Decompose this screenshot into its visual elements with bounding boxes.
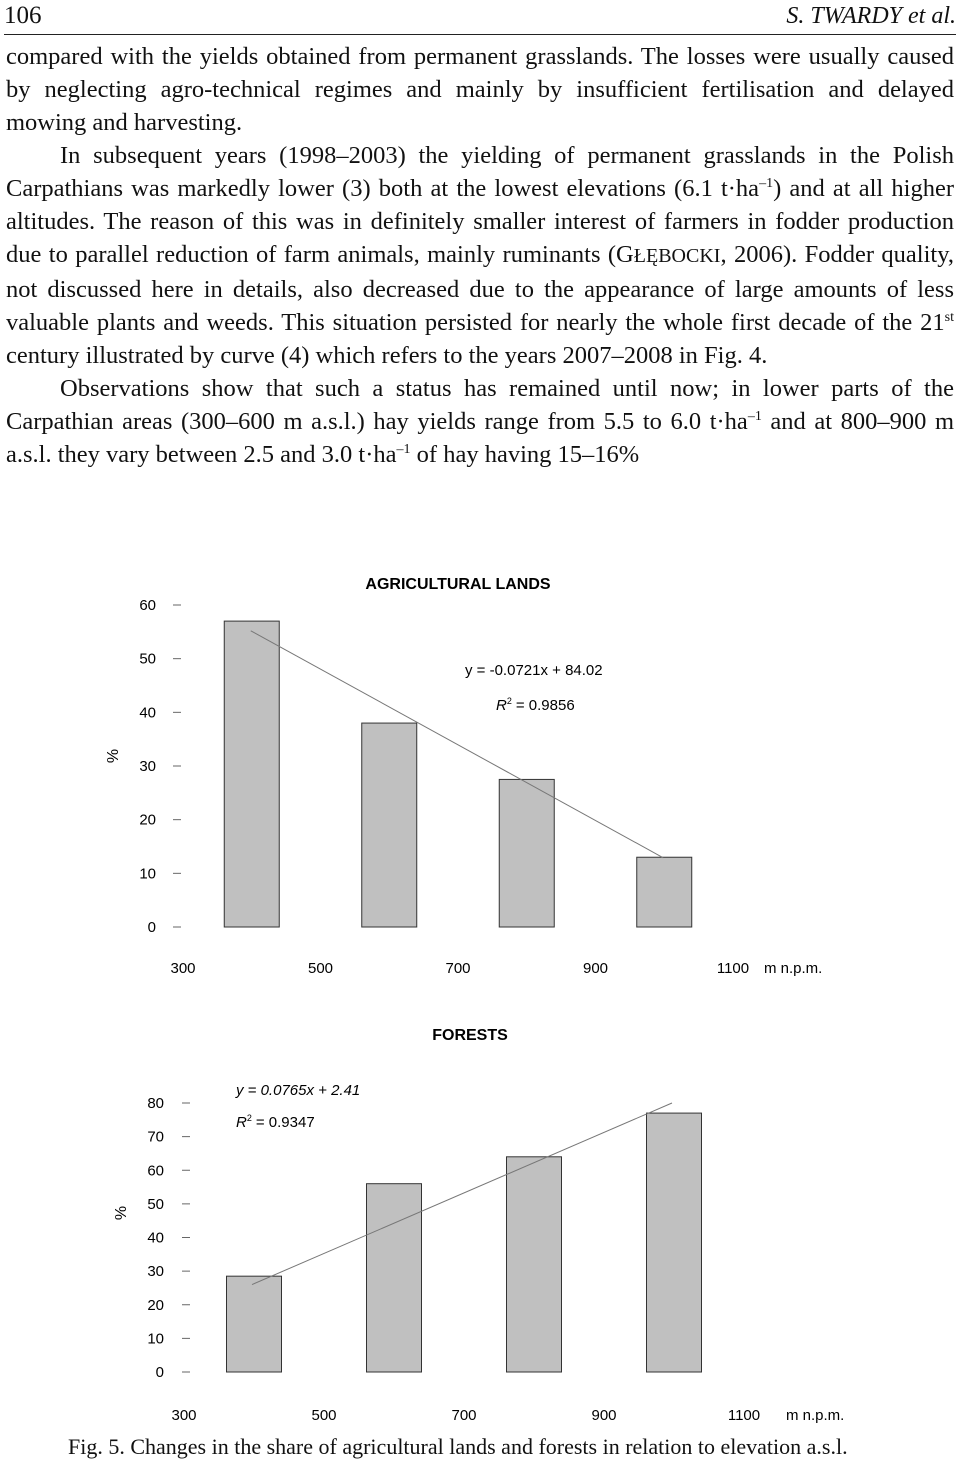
- paragraph-3-part-a: Observations show that such a status has remained until now; in lower parts of the Carpathian areas (300–600 m a.s.l.) hay yields range from 5.5 to 6.0 t·ha: [6, 375, 954, 435]
- y-tick-label: 0: [147, 919, 156, 936]
- bar: [367, 1184, 422, 1372]
- bar: [507, 1157, 562, 1372]
- y-tick-label: 80: [147, 1095, 164, 1112]
- x-tick-label: 500: [311, 1407, 337, 1424]
- page-header: [4, 0, 956, 35]
- chart-title: AGRICULTURAL LANDS: [365, 576, 551, 593]
- trendline: [252, 1103, 672, 1285]
- paragraph-3: [6, 372, 954, 471]
- y-tick-label: 20: [139, 811, 156, 829]
- bar: [224, 621, 279, 927]
- body-text: [6, 40, 954, 471]
- superscript-minus-one: –1: [396, 441, 411, 457]
- agricultural-lands-chart: [0, 560, 960, 1000]
- regression-equation: y = 0.0765x + 2.41: [236, 1082, 361, 1099]
- r-squared: $R^2 = 0.9347$: [236, 1113, 315, 1131]
- regression-equation: y = -0.0721x + 84.02: [465, 662, 603, 679]
- x-tick-label: 1100: [727, 1407, 761, 1424]
- x-tick-label: 1100: [716, 960, 750, 977]
- x-axis-unit: m n.p.m.: [786, 1407, 845, 1424]
- chart-title: FORESTS: [432, 1027, 508, 1044]
- y-axis-label: %: [105, 748, 122, 764]
- paragraph-3-part-c: of hay having 15–16%: [410, 441, 640, 468]
- y-tick-label: 30: [139, 758, 156, 775]
- forests-chart: [0, 1015, 960, 1435]
- bar: [362, 723, 417, 927]
- x-tick-label: 700: [451, 1407, 477, 1424]
- paragraph-2-part-b: ) and at all higher altitudes. The reason of this was in definitely smaller interest of farmers in fodder production due to parallel reduction of farm animals, mainly ruminants (G: [6, 175, 954, 268]
- x-tick-label: 300: [170, 960, 196, 977]
- y-tick-label: 70: [147, 1128, 164, 1146]
- x-tick-label: 900: [591, 1407, 617, 1424]
- figure-caption: Fig. 5. Changes in the share of agricultural lands and forests in relation to elevation a.s.l.: [68, 1434, 848, 1459]
- y-tick-label: 60: [139, 597, 156, 614]
- y-tick-label: 40: [139, 704, 156, 722]
- small-caps-author: ŁĘBOCKI: [633, 245, 721, 267]
- superscript-minus-one: –1: [759, 175, 774, 191]
- y-tick-label: 50: [147, 1195, 164, 1213]
- y-tick-label: 20: [147, 1296, 164, 1314]
- y-axis-label: %: [113, 1205, 130, 1221]
- paragraph-3-part-b: and at 800–900 m a.s.l. they vary between 2.5 and 3.0 t·ha: [6, 408, 954, 468]
- x-tick-label: 500: [307, 960, 334, 977]
- y-tick-label: 10: [147, 1330, 164, 1348]
- x-tick-label: 900: [582, 960, 609, 977]
- bar: [637, 857, 692, 927]
- y-tick-label: 10: [139, 865, 156, 883]
- paragraph-2-part-a: In subsequent years (1998–2003) the yielding of permanent grasslands in the Polish Carpathians was markedly lower (3) both at the lowest elevations (6.1 t·ha: [6, 142, 954, 202]
- x-axis-unit: m n.p.m.: [764, 960, 823, 977]
- superscript-st: st: [944, 309, 954, 325]
- paragraph-2-part-d: century illustrated by curve (4) which refers to the years 2007–2008 in Fig. 4.: [6, 342, 768, 369]
- superscript-minus-one: –1: [747, 408, 762, 424]
- y-tick-label: 60: [147, 1162, 164, 1180]
- x-tick-label: 700: [445, 960, 471, 977]
- x-tick-label: 300: [171, 1407, 197, 1424]
- paragraph-1: [6, 40, 954, 139]
- y-tick-label: 50: [139, 650, 156, 668]
- bar: [647, 1113, 702, 1372]
- paragraph-2-part-c: , 2006). Fodder quality, not discussed here in details, also decreased due to the appearance of large amounts of less valuable plants and weeds. This situation persisted for nearly the whole first decade of the 21: [6, 241, 954, 336]
- bar: [227, 1276, 282, 1372]
- running-head: S. TWARDY et al.: [786, 3, 956, 29]
- page-number: 106: [4, 2, 42, 29]
- paragraph-1-text: compared with the yields obtained from permanent grasslands. The losses were usually caused by neglecting agro-technical regimes and mainly by insufficient fertilisation and delayed mowing and harvesting.: [6, 43, 954, 136]
- y-tick-label: 0: [155, 1364, 164, 1381]
- y-tick-label: 30: [147, 1263, 164, 1281]
- paragraph-2: [6, 139, 954, 372]
- y-tick-label: 40: [147, 1229, 164, 1247]
- bar: [499, 779, 554, 927]
- r-squared: $R^2 = 0.9856$: [496, 696, 575, 714]
